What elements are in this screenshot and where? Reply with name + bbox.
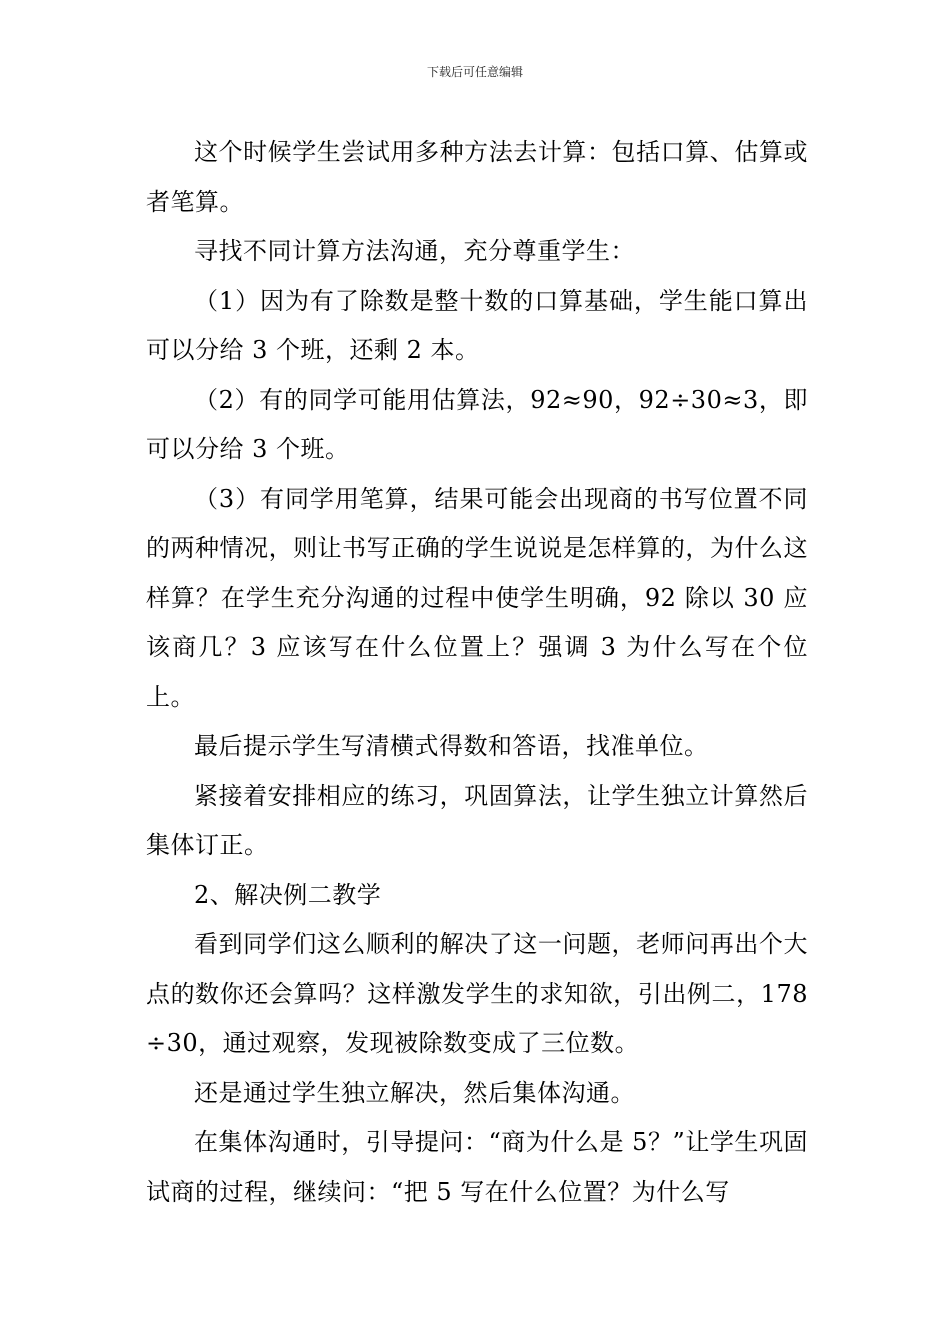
paragraph-questioning: 在集体沟通时，引导提问：“商为什么是 5？”让学生巩固试商的过程，继续问：“把 5 写在什么位置？为什么写: [146, 1128, 808, 1206]
section-heading-example-2: 2、解决例二教学: [194, 880, 382, 909]
paragraph-practice: 紧接着安排相应的练习，巩固算法，让学生独立计算然后集体订正。: [146, 781, 808, 859]
paragraph-example-2-intro: 看到同学们这么顺利的解决了这一问题，老师问再出个大点的数你还会算吗？这样激发学生的求知欲，引出例二，178÷30，通过观察，发现被除数变成了三位数。: [146, 930, 808, 1057]
page-header: 下载后可任意编辑: [426, 65, 523, 79]
paragraph-calc-methods: 这个时候学生尝试用多种方法去计算：包括口算、估算或者笔算。: [146, 138, 808, 216]
paragraph-item-2: （2）有的同学可能用估算法，92≈90，92÷30≈3，即可以分给 3 个班。: [146, 385, 808, 463]
paragraph-communicate: 寻找不同计算方法沟通，充分尊重学生：: [194, 237, 635, 265]
paragraph-final-tip: 最后提示学生写清横式得数和答语，找准单位。: [194, 732, 709, 760]
paragraph-item-3: （3）有同学用笔算，结果可能会出现商的书写位置不同的两种情况，则让书写正确的学生说说是怎样算的，为什么这样算？在学生充分沟通的过程中使学生明确，92 除以 30 应该商几？3 应该写在什么位置上？强调 3 为什么写在个位上。: [146, 484, 808, 711]
paragraph-item-1: （1）因为有了除数是整十数的口算基础，学生能口算出可以分给 3 个班，还剩 2 本。: [146, 286, 808, 364]
paragraph-independent: 还是通过学生独立解决，然后集体沟通。: [194, 1078, 635, 1107]
document-body: [146, 128, 808, 1217]
